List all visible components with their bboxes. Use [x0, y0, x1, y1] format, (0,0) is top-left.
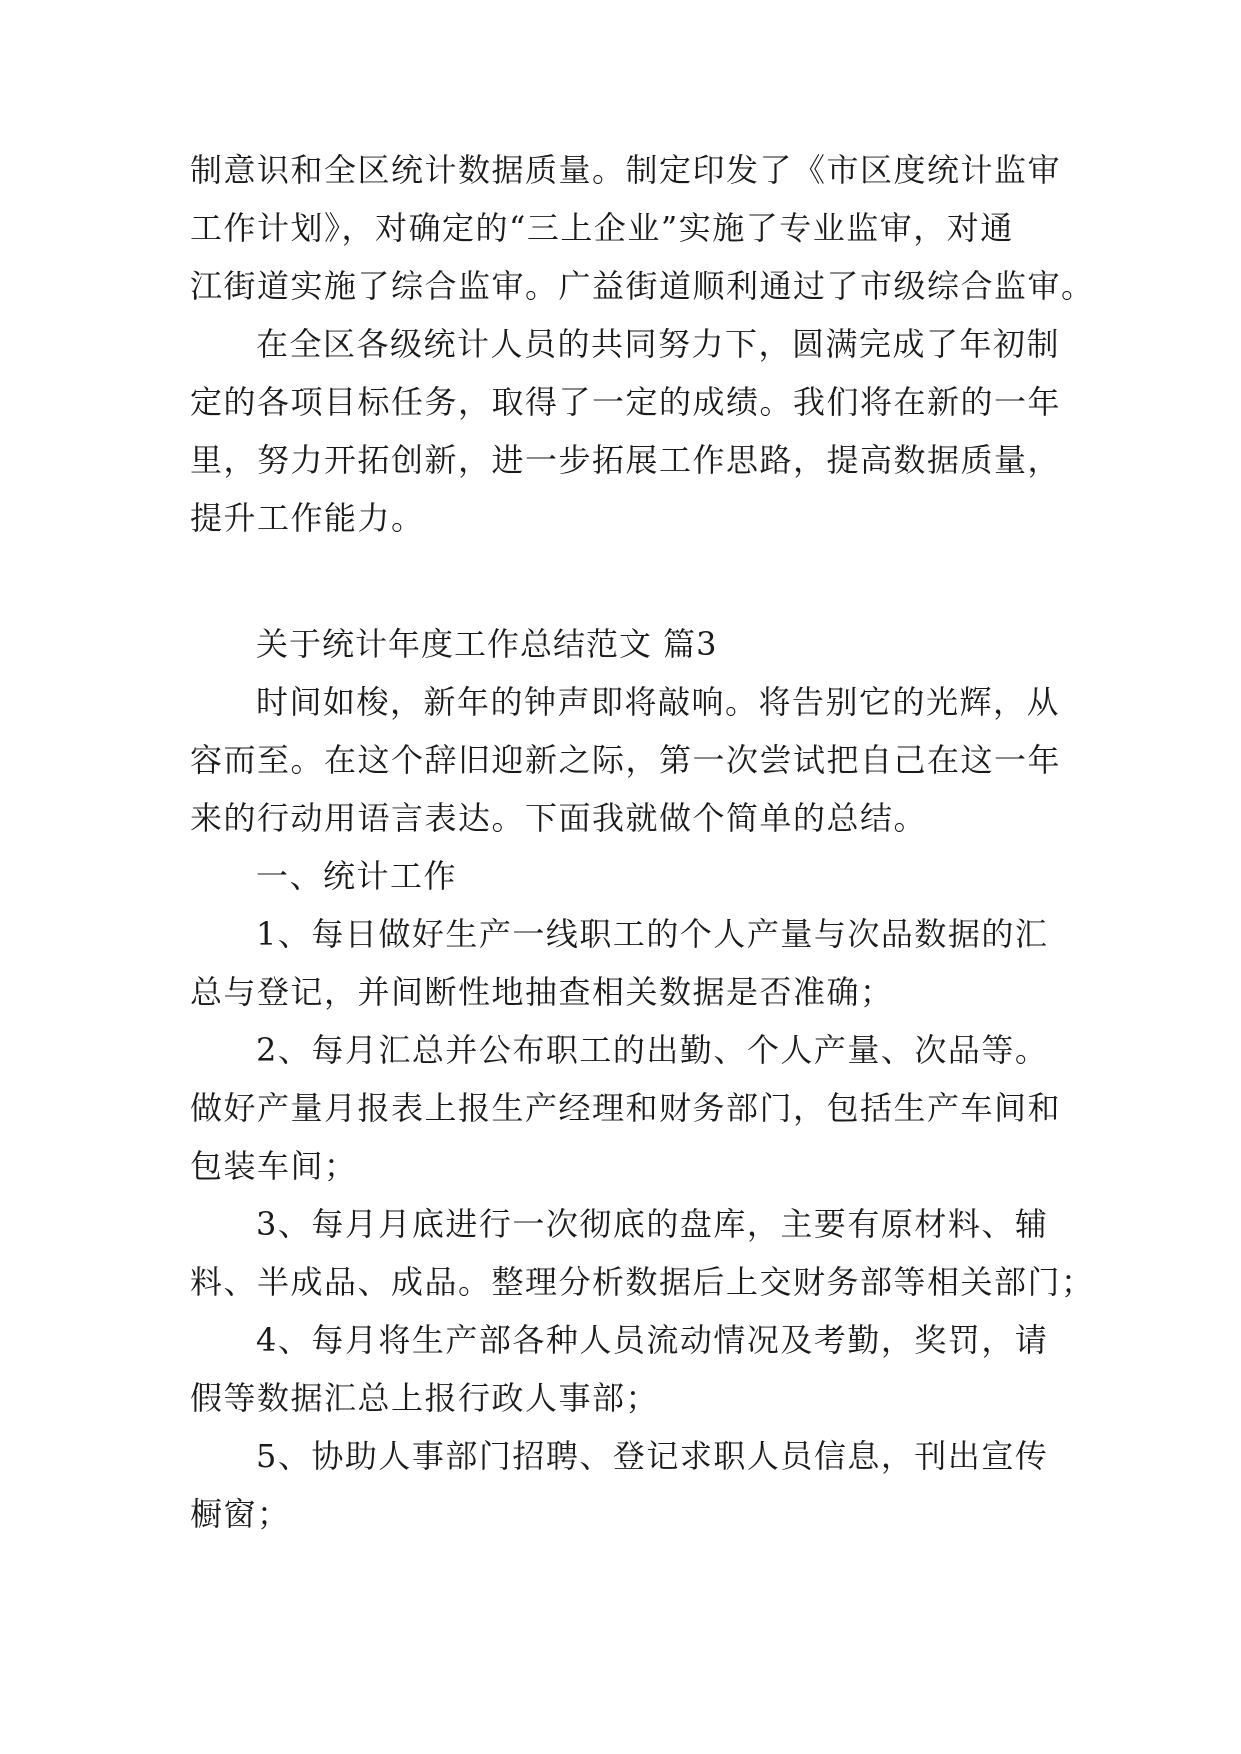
section-heading: 关于统计年度工作总结范文 篇3 — [256, 625, 718, 663]
paragraph-line: 提升工作能力。 — [190, 499, 425, 537]
paragraph-line: 容而至。在这个辞旧迎新之际，第一次尝试把自己在这一年 — [190, 741, 1062, 779]
list-item-line: 5、协助人事部门招聘、登记求职人员信息，刊出宣传 — [256, 1437, 1049, 1475]
paragraph-line: 里，努力开拓创新，进一步拓展工作思路，提高数据质量， — [190, 441, 1062, 479]
paragraph-line: 定的各项目标任务，取得了一定的成绩。我们将在新的一年 — [190, 383, 1062, 421]
paragraph-line: 时间如梭，新年的钟声即将敲响。将告别它的光辉，从 — [256, 683, 1061, 721]
list-item-line: 料、半成品、成品。整理分析数据后上交财务部等相关部门； — [190, 1263, 1095, 1301]
paragraph-line: 制意识和全区统计数据质量。制定印发了《市区度统计监审 — [190, 151, 1062, 189]
list-item-line: 假等数据汇总上报行政人事部； — [190, 1379, 660, 1417]
list-item-line: 3、每月月底进行一次彻底的盘库，主要有原材料、辅 — [256, 1205, 1049, 1243]
list-item-line: 橱窗； — [190, 1495, 291, 1533]
list-item-line: 1、每日做好生产一线职工的个人产量与次品数据的汇 — [256, 915, 1049, 953]
list-item-line: 总与登记，并间断性地抽查相关数据是否准确； — [190, 973, 894, 1011]
list-item-line: 包装车间； — [190, 1147, 358, 1185]
list-item-line: 4、每月将生产部各种人员流动情况及考勤，奖罚，请 — [256, 1321, 1049, 1359]
subheading: 一、统计工作 — [256, 857, 458, 895]
paragraph-line: 江街道实施了综合监审。广益街道顺利通过了市级综合监审。 — [190, 267, 1095, 305]
list-item-line: 做好产量月报表上报生产经理和财务部门，包括生产车间和 — [190, 1089, 1062, 1127]
paragraph-line: 来的行动用语言表达。下面我就做个简单的总结。 — [190, 799, 928, 837]
list-item-line: 2、每月汇总并公布职工的出勤、个人产量、次品等。 — [256, 1031, 1049, 1069]
paragraph-line: 在全区各级统计人员的共同努力下，圆满完成了年初制 — [256, 325, 1061, 363]
paragraph-line: 工作计划》，对确定的“三上企业”实施了专业监审，对通 — [190, 209, 1014, 247]
